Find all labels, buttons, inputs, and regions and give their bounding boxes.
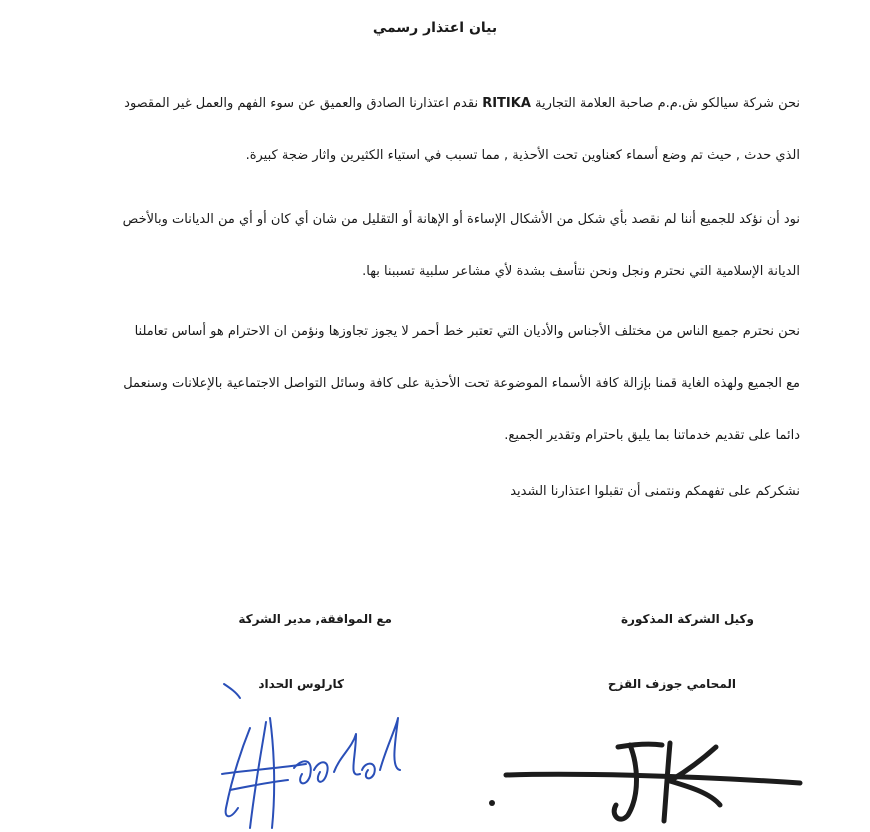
left-signatory-name: كارلوس الحداد	[258, 677, 344, 691]
paragraph-line	[100, 78, 800, 130]
manager-signature	[210, 678, 410, 832]
document-title: بيان اعتذار رسمي	[372, 20, 498, 36]
line-text: نقدم اعتذارنا الصادق والعميق عن سوء الفهم والعمل غير المقصود	[124, 96, 483, 111]
paragraph-2	[100, 194, 800, 298]
paragraph-line: مع الجميع ولهذه الغاية قمنا بإزالة كافة الأسماء الموضوعة تحت الأحذية على كافة وسائل التواصل الاجتماعية بالإعلانات وسنعمل	[123, 376, 800, 391]
line-text: نحن شركة سيالكو ش.م.م صاحبة العلامة التجارية	[530, 96, 800, 111]
paragraph-1	[100, 78, 800, 182]
lawyer-signature	[480, 735, 810, 832]
signature-dot	[489, 800, 495, 806]
paragraph-line: الذي حدث , حيث تم وضع أسماء كعناوين تحت الأحذية , مما تسبب في استياء الكثيرين واثار ضجة كبيرة.	[245, 148, 800, 163]
paragraph-line: نحن نحترم جميع الناس من مختلف الأجناس والأديان التي تعتبر خط أحمر لا يجوز تجاوزها ونؤمن ان الاحترام هو أساس تعاملنا	[134, 324, 800, 339]
left-signatory-role: مع الموافقة, مدير الشركة	[238, 612, 392, 626]
paragraph-line: نشكركم على تفهمكم ونتمنى أن تقبلوا اعتذارنا الشديد	[510, 484, 800, 499]
right-signatory-name: المحامي جوزف القزح	[607, 677, 736, 691]
right-signatory-role: وكيل الشركة المذكورة	[620, 612, 754, 626]
paragraph-line: دائما على تقديم خدماتنا بما يليق باحترام وتقدير الجميع.	[504, 428, 800, 443]
paragraph-4	[100, 466, 800, 518]
paragraph-line: نود أن نؤكد للجميع أننا لم نقصد بأي شكل من الأشكال الإساءة أو الإهانة أو التقليل من شان أي كان أو أي من الديانات وبالأخص	[122, 212, 800, 227]
paragraph-3	[100, 306, 800, 462]
paragraph-line: الديانة الإسلامية التي نحترم ونجل ونحن نتأسف بشدة لأي مشاعر سلبية تسببنا بها.	[362, 264, 800, 279]
brand-name: RITIKA	[482, 96, 531, 111]
